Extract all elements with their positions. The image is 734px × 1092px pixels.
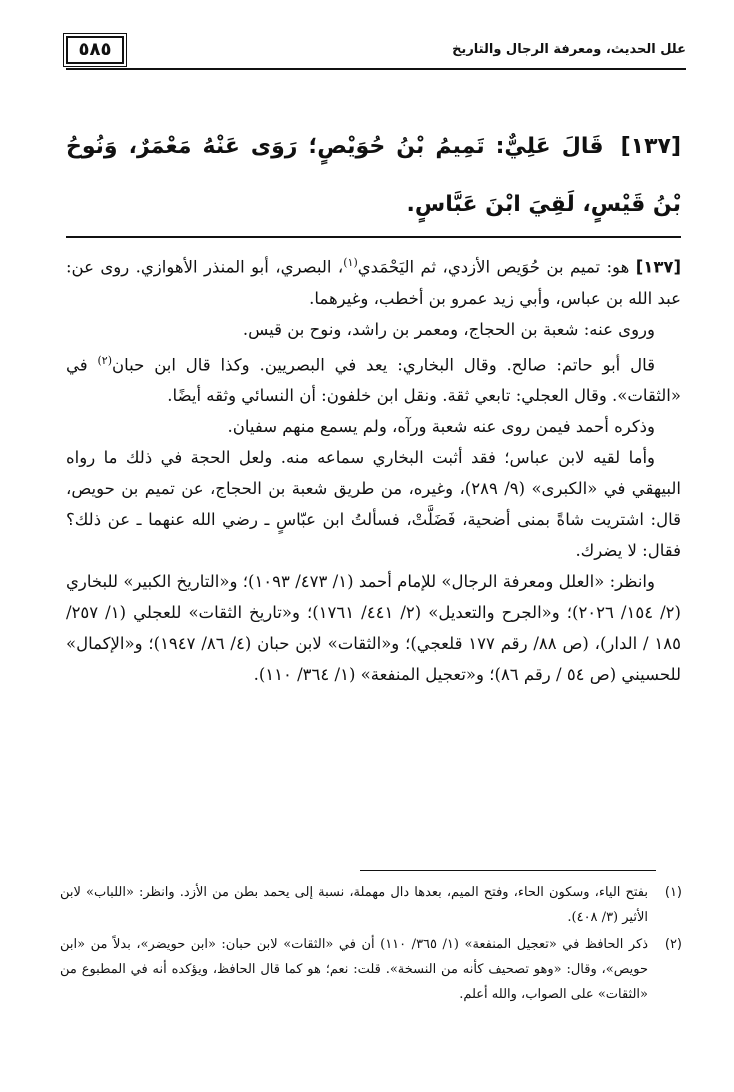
footnote [60, 880, 682, 930]
commentary-paragraph: وذكره أحمد فيمن روى عنه شعبة ورآه، ولم يسمع منهم سفيان. [227, 417, 655, 436]
commentary-text: قال أبو حاتم: صالح. وقال البخاري: يعد في البصريين. وكذا قال ابن حبان [112, 355, 655, 374]
footnote-text: بفتح الياء، وسكون الحاء، وفتح الميم، بعدها دال مهملة، نسبة إلى يحمد بطن من الأزد. وانظر: «اللباب» لابن الأثير (٣/ ٤٠٨). [60, 885, 648, 925]
entry-text: قَالَ عَلِيٌّ: تَمِيمُ بْنُ حُوَيْصٍ؛ رَوَى عَنْهُ مَعْمَرٌ، وَنُوحُ بْنُ قَيْسٍ، لَقِيَ ابْنَ عَبَّاسٍ. [66, 134, 681, 217]
section-rule [66, 236, 681, 238]
commentary-number: [١٣٧] [635, 257, 682, 277]
page-header [66, 34, 686, 68]
footnote-ref: (١) [343, 256, 358, 269]
page-number: ٥٨٥ [66, 36, 124, 64]
footnote-text: ذكر الحافظ في «تعجيل المنفعة» (١/ ٣٦٥/ ١١٠) أن في «الثقات» لابن حبان: «ابن حويضر»، بدلاً من «ابن حويص»، وقال: «وهو تصحيف كأنه من النسخة». قلت: نعم؛ هو كما قال الحافظ، ويؤكده أنه في المطبوع من «الثقات» على الصواب، والله أعلم. [60, 937, 649, 1002]
commentary-text: هو: تميم بن حُوَيص الأزدي، ثم اليَحْمَدي [357, 257, 630, 277]
entry-number: [١٣٧] [620, 134, 681, 159]
commentary-text: ، البصري، أبو المنذر الأهوازي. روى عن: عبد الله بن عباس، وأبي زيد عمرو بن أخطب، وغيرهما. [66, 257, 681, 308]
footnote-marker: (٢) [664, 937, 682, 952]
commentary-paragraph: وأما لقيه لابن عباس؛ فقد أثبت البخاري سماعه منه. ولعل الحجة في ذلك ما رواه البيهقي في «الكبرى» (٩/ ٢٨٩)، وغيره، من طريق شعبة بن الحجاج، عن تميم بن حويص، قال: اشتريت شاةً بمنى أضحية، فَضَلَّتْ، فسألتُ ابن عبّاسٍ ـ رضي الله عنهما ـ عن ذلك؟ فقال: لا يضرك. [66, 448, 681, 560]
footnote-marker: (١) [664, 885, 682, 900]
footnote [60, 932, 682, 1007]
main-entry [66, 118, 681, 234]
footnotes [60, 880, 682, 1009]
header-rule [66, 68, 686, 70]
footnote-ref: (٢) [97, 353, 113, 367]
running-title: علل الحديث، ومعرفة الرجال والتاريخ [452, 42, 686, 57]
commentary-text: في «الثقات». وقال العجلي: تابعي ثقة. ونقل ابن خلفون: أن النسائي وثقه أيضًا. [66, 355, 681, 405]
commentary [66, 247, 681, 690]
commentary-paragraph: وروى عنه: شعبة بن الحجاج، ومعمر بن راشد، ونوح بن قيس. [242, 319, 655, 339]
commentary-paragraph [66, 345, 681, 412]
commentary-paragraph [66, 247, 681, 314]
commentary-paragraph: وانظر: «العلل ومعرفة الرجال» للإمام أحمد (١/ ٤٧٣/ ١٠٩٣)؛ و«التاريخ الكبير» للبخاري (٢/ ١٥٤/ ٢٠٢٦)؛ و«الجرح والتعديل» (٢/ ٤٤١/ ١٧٦١)؛ و«تاريخ الثقات» للعجلي (١/ ٢٥٧/ ١٨٥ / الدار)، (ص ٨٨/ رقم ١٧٧ قلعجي)؛ و«الثقات» لابن حبان (٤/ ٨٦/ ١٩٤٧)؛ و«الإكمال» للحسيني (ص ٥٤ / رقم ٨٦)؛ و«تعجيل المنفعة» (١/ ٣٦٤/ ١١٠). [66, 572, 681, 684]
footnote-rule [360, 870, 656, 871]
